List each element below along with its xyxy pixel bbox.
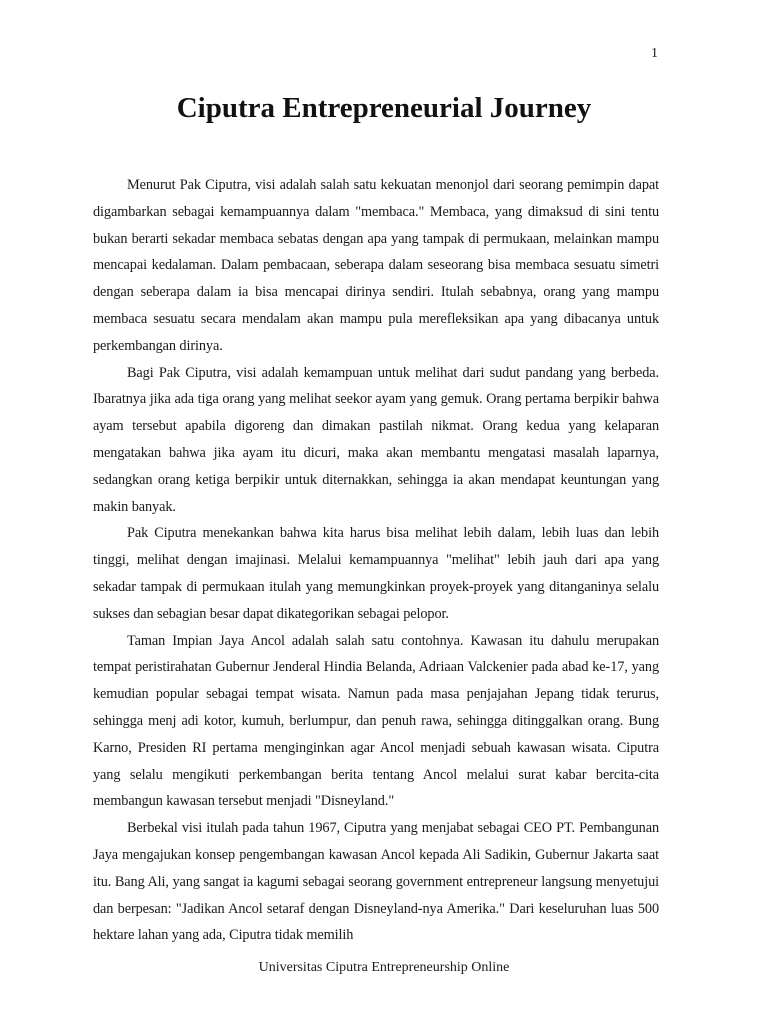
page-footer: Universitas Ciputra Entrepreneurship Online — [258, 960, 510, 975]
paragraph: Berbekal visi itulah pada tahun 1967, Ciputra yang menjabat sebagai CEO PT. Pembangunan Jaya mengajukan konsep pengembangan kawasan Ancol kepada Ali Sadikin, Gubernur Jakarta saat itu. Bang Ali, yang sangat ia kagumi sebagai seorang government entrepreneur langsung menyetujui dan berpesan: "Jadikan Ancol setaraf dengan Disneyland-nya Amerika." Dari keseluruhan luas 500 hektare lahan yang ada, Ciputra tidak memilih — [93, 820, 659, 944]
document-body — [93, 172, 659, 952]
page-number: 1 — [651, 46, 658, 61]
paragraph: Pak Ciputra menekankan bahwa kita harus bisa melihat lebih dalam, lebih luas dan lebih tinggi, melihat dengan imajinasi. Melalui kemampuannya "melihat" lebih jauh dari apa yang sekadar tampak di permukaan itulah yang memungkinkan proyek-proyek yang ditanganinya selalu sukses dan sebagian besar dapat dikategorikan sebagai pelopor. — [93, 525, 659, 622]
paragraph: Bagi Pak Ciputra, visi adalah kemampuan untuk melihat dari sudut pandang yang berbeda. Ibaratnya jika ada tiga orang yang melihat seekor ayam yang gemuk. Orang pertama berpikir bahwa ayam tersebut apabila digoreng dan dimakan pastilah nikmat. Orang kedua yang kelaparan mengatakan bahwa jika ayam itu dicuri, maka akan membantu mengatasi masalah laparnya, sedangkan orang ketiga berpikir untuk diternakkan, sehingga ia akan mendapat keuntungan yang makin banyak. — [93, 364, 659, 515]
paragraph: Taman Impian Jaya Ancol adalah salah satu contohnya. Kawasan itu dahulu merupakan tempat peristirahatan Gubernur Jenderal Hindia Belanda, Adriaan Valckenier pada abad ke-17, yang kemudian popular sebagai tempat wisata. Namun pada masa penjajahan Jepang tidak terurus, sehingga menj adi kotor, kumuh, berlumpur, dan penuh rawa, sehingga ditinggalkan orang. Bung Karno, Presiden RI pertama menginginkan agar Ancol menjadi sebuah kawasan wisata. Ciputra yang selalu mengikuti perkembangan berita tentang Ancol melalui surat kabar bercita-cita membangun kawasan tersebut menjadi "Disneyland." — [93, 632, 659, 810]
page-title: Ciputra Entrepreneurial Journey — [176, 92, 592, 124]
paragraph: Menurut Pak Ciputra, visi adalah salah satu kekuatan menonjol dari seorang pemimpin dapat digambarkan sebagai kemampuannya dalam "membaca." Membaca, yang dimaksud di sini tentu bukan berarti sekadar membaca sebatas dengan apa yang tampak di permukaan, melainkan mampu mencapai kedalaman. Dalam pembacaan, seberapa dalam seseorang bisa membaca sesuatu simetri dengan seberapa dalam ia bisa mencapai dirinya sendiri. Itulah sebabnya, orang yang mampu membaca sesuatu secara mendalam akan mampu pula merefleksikan apa yang dibacanya untuk perkembangan dirinya. — [93, 177, 659, 354]
